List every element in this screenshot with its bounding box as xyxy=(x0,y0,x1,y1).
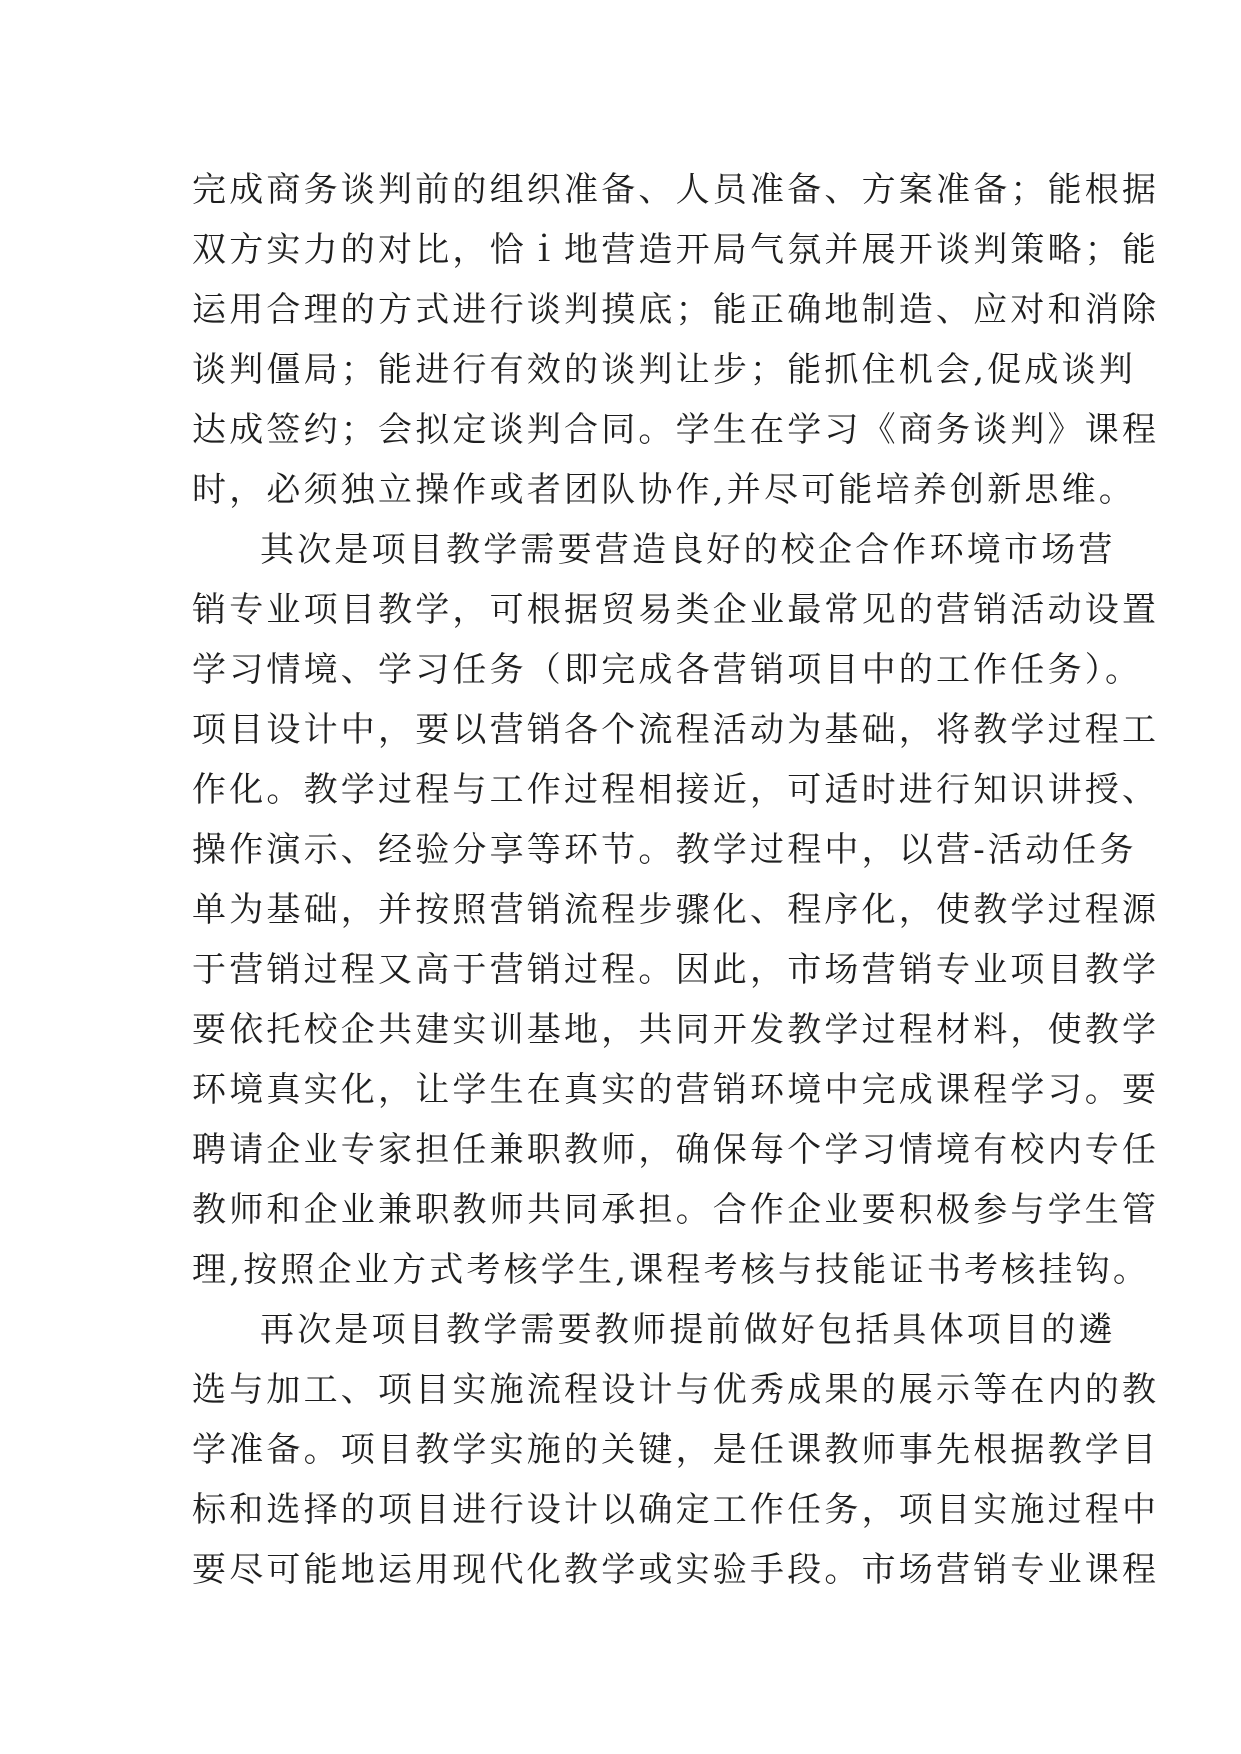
text-line: 项目设计中，要以营销各个流程活动为基础，将教学过程工 xyxy=(192,710,1160,750)
text-line: 聘请企业专家担任兼职教师，确保每个学习情境有校内专任 xyxy=(192,1130,1160,1170)
body-text xyxy=(192,160,1160,1600)
text-line: 操作演示、经验分享等环节。教学过程中，以营-活动任务 xyxy=(192,830,1137,870)
text-line: 双方实力的对比，恰ｉ地营造开局气氛并展开谈判策略；能 xyxy=(192,230,1160,270)
text-line: 标和选择的项目进行设计以确定工作任务，项目实施过程中 xyxy=(192,1490,1160,1530)
text-line: 时，必须独立操作或者团队协作,并尽可能培养创新思维。 xyxy=(192,470,1137,510)
text-line: 销专业项目教学，可根据贸易类企业最常见的营销活动设置 xyxy=(192,590,1160,630)
text-line: 选与加工、项目实施流程设计与优秀成果的展示等在内的教 xyxy=(192,1370,1160,1410)
text-line: 运用合理的方式进行谈判摸底；能正确地制造、应对和消除 xyxy=(192,290,1160,330)
text-line: 单为基础，并按照营销流程步骤化、程序化，使教学过程源 xyxy=(192,890,1160,930)
text-line: 学习情境、学习任务（即完成各营销项目中的工作任务）。 xyxy=(192,650,1143,690)
text-line: 完成商务谈判前的组织准备、人员准备、方案准备；能根据 xyxy=(192,170,1160,210)
text-line: 达成签约；会拟定谈判合同。学生在学习《商务谈判》课程 xyxy=(192,410,1160,450)
text-line: 作化。教学过程与工作过程相接近，可适时进行知识讲授、 xyxy=(192,770,1160,810)
text-line: 教师和企业兼职教师共同承担。合作企业要积极参与学生管 xyxy=(192,1190,1160,1230)
text-line: 要依托校企共建实训基地，共同开发教学过程材料，使教学 xyxy=(192,1010,1160,1050)
text-line: 学准备。项目教学实施的关键，是任课教师事先根据教学目 xyxy=(192,1430,1160,1470)
text-line: 理,按照企业方式考核学生,课程考核与技能证书考核挂钩。 xyxy=(192,1250,1151,1290)
paragraph-first-line: 其次是项目教学需要营造良好的校企合作环境市场营 xyxy=(260,530,1116,570)
text-line: 谈判僵局；能进行有效的谈判让步；能抓住机会,促成谈判 xyxy=(192,350,1137,390)
paragraph-first-line: 再次是项目教学需要教师提前做好包括具体项目的遴 xyxy=(260,1310,1116,1350)
text-line: 于营销过程又高于营销过程。因此，市场营销专业项目教学 xyxy=(192,950,1160,990)
text-line: 要尽可能地运用现代化教学或实验手段。市场营销专业课程 xyxy=(192,1550,1160,1590)
text-line: 环境真实化，让学生在真实的营销环境中完成课程学习。要 xyxy=(192,1070,1160,1110)
